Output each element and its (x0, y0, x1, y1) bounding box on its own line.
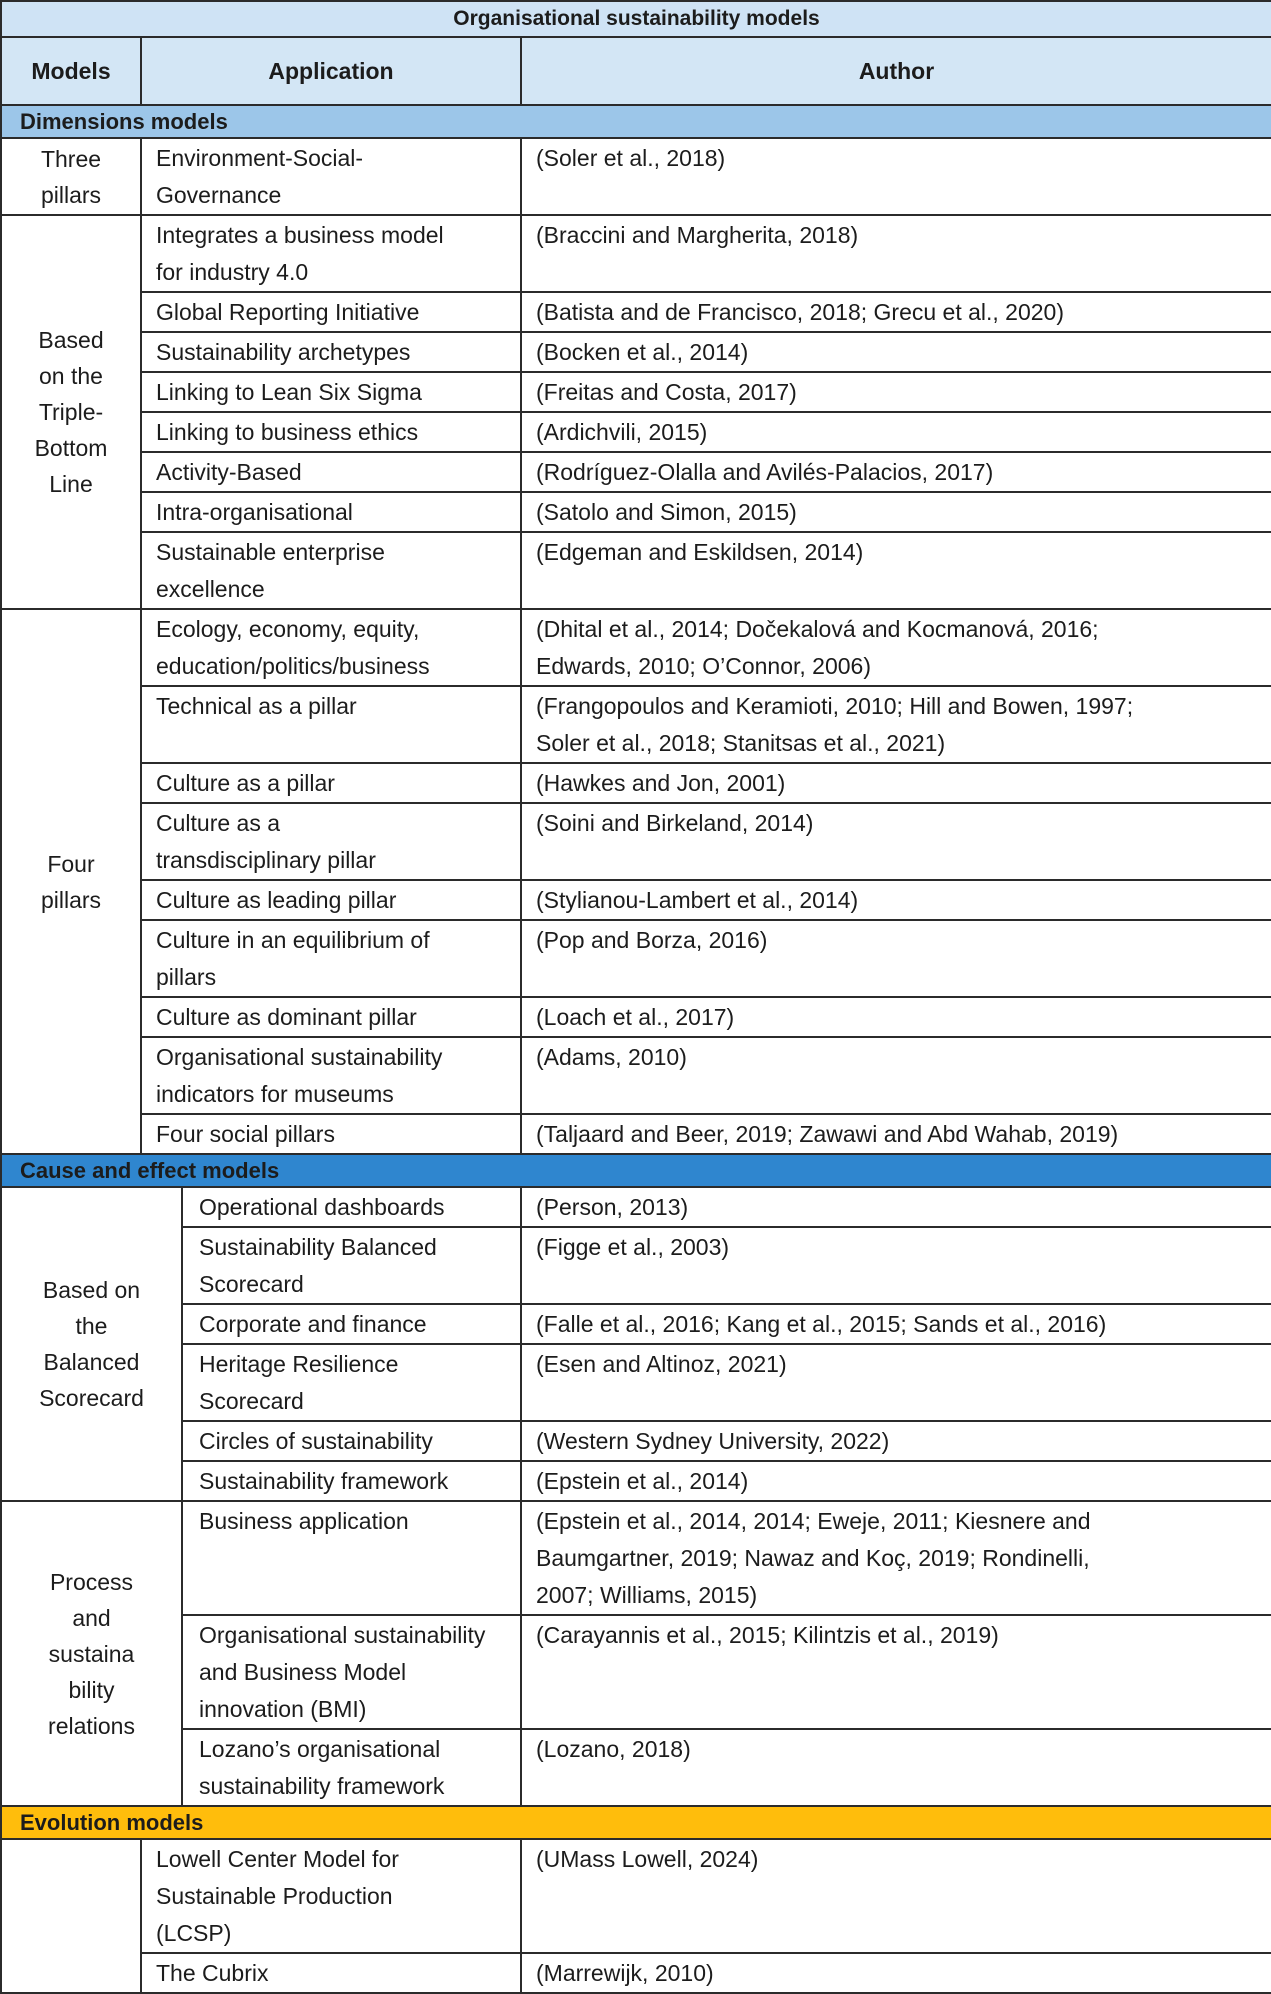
author-cell: (Rodríguez-Olalla and Avilés-Palacios, 2017) (521, 452, 1271, 492)
table-row (1, 452, 1271, 492)
table-row (1, 1421, 1271, 1461)
application-cell: Sustainable enterprise excellence (141, 532, 521, 609)
application-cell: Culture as a pillar (141, 763, 521, 803)
application-cell: Culture as a transdisciplinary pillar (141, 803, 521, 880)
author-cell: (Falle et al., 2016; Kang et al., 2015; Sands et al., 2016) (521, 1304, 1271, 1344)
table-row (1, 1729, 1271, 1806)
author-cell: (Satolo and Simon, 2015) (521, 492, 1271, 532)
table-row (1, 1501, 1271, 1615)
application-cell: Organisational sustainability and Business Model innovation (BMI) (182, 1615, 521, 1729)
table-caption-row (1, 1, 1271, 37)
section-title: Cause and effect models (1, 1154, 1271, 1187)
table-row (1, 1461, 1271, 1501)
header-author: Author (521, 37, 1271, 105)
section-header-row (1, 105, 1271, 138)
author-cell: (Carayannis et al., 2015; Kilintzis et al., 2019) (521, 1615, 1271, 1729)
application-cell: Lowell Center Model for Sustainable Production (LCSP) (141, 1839, 521, 1953)
author-cell: (Taljaard and Beer, 2019; Zawawi and Abd Wahab, 2019) (521, 1114, 1271, 1154)
model-cell: Three pillars (1, 138, 141, 215)
column-header-row (1, 37, 1271, 105)
application-cell: Culture as leading pillar (141, 880, 521, 920)
application-cell: Activity-Based (141, 452, 521, 492)
author-cell: (Bocken et al., 2014) (521, 332, 1271, 372)
author-cell: (Stylianou-Lambert et al., 2014) (521, 880, 1271, 920)
table-row (1, 1839, 1271, 1953)
author-cell: (Soini and Birkeland, 2014) (521, 803, 1271, 880)
author-cell: (Dhital et al., 2014; Dočekalová and Kocmanová, 2016; Edwards, 2010; O’Connor, 2006) (521, 609, 1271, 686)
table-row (1, 372, 1271, 412)
author-cell: (Epstein et al., 2014) (521, 1461, 1271, 1501)
table-row (1, 997, 1271, 1037)
application-cell: Organisational sustainability indicators for museums (141, 1037, 521, 1114)
table-row (1, 920, 1271, 997)
author-cell: (UMass Lowell, 2024) (521, 1839, 1271, 1953)
author-cell: (Ardichvili, 2015) (521, 412, 1271, 452)
author-cell: (Epstein et al., 2014, 2014; Eweje, 2011; Kiesnere and Baumgartner, 2019; Nawaz and Koç, 2019; Rondinelli, 2007; Williams, 2015) (521, 1501, 1271, 1615)
application-cell: Operational dashboards (182, 1187, 521, 1227)
author-cell: (Person, 2013) (521, 1187, 1271, 1227)
application-cell: Intra-organisational (141, 492, 521, 532)
section-header-row (1, 1806, 1271, 1839)
table-title: Organisational sustainability models (1, 1, 1271, 37)
table-row (1, 1615, 1271, 1729)
table-row (1, 138, 1271, 215)
table-row (1, 1037, 1271, 1114)
table-row (1, 292, 1271, 332)
table-row (1, 1953, 1271, 1993)
application-cell: Ecology, economy, equity, education/politics/business (141, 609, 521, 686)
model-cell: Based on the Triple- Bottom Line (1, 215, 141, 609)
application-cell: Heritage Resilience Scorecard (182, 1344, 521, 1421)
application-cell: Culture in an equilibrium of pillars (141, 920, 521, 997)
section-header-row (1, 1154, 1271, 1187)
author-cell: (Batista and de Francisco, 2018; Grecu et al., 2020) (521, 292, 1271, 332)
application-cell: Linking to business ethics (141, 412, 521, 452)
application-cell: Culture as dominant pillar (141, 997, 521, 1037)
application-cell: Integrates a business model for industry 4.0 (141, 215, 521, 292)
table-row (1, 880, 1271, 920)
application-cell: Environment-Social- Governance (141, 138, 521, 215)
model-cell: Process and sustaina bility relations (1, 1501, 182, 1806)
application-cell: Lozano’s organisational sustainability framework (182, 1729, 521, 1806)
author-cell: (Marrewijk, 2010) (521, 1953, 1271, 1993)
author-cell: (Edgeman and Eskildsen, 2014) (521, 532, 1271, 609)
table-row (1, 532, 1271, 609)
application-cell: Global Reporting Initiative (141, 292, 521, 332)
table-row (1, 1344, 1271, 1421)
application-cell: Circles of sustainability (182, 1421, 521, 1461)
application-cell: Sustainability framework (182, 1461, 521, 1501)
table-row (1, 803, 1271, 880)
section-title: Evolution models (1, 1806, 1271, 1839)
author-cell: (Loach et al., 2017) (521, 997, 1271, 1037)
author-cell: (Pop and Borza, 2016) (521, 920, 1271, 997)
author-cell: (Freitas and Costa, 2017) (521, 372, 1271, 412)
section-title: Dimensions models (1, 105, 1271, 138)
application-cell: Sustainability Balanced Scorecard (182, 1227, 521, 1304)
table-row (1, 1227, 1271, 1304)
application-cell: Corporate and finance (182, 1304, 521, 1344)
header-application: Application (141, 37, 521, 105)
application-cell: The Cubrix (141, 1953, 521, 1993)
table-row (1, 412, 1271, 452)
author-cell: (Adams, 2010) (521, 1037, 1271, 1114)
author-cell: (Lozano, 2018) (521, 1729, 1271, 1806)
table-row (1, 492, 1271, 532)
model-cell: Based on the Balanced Scorecard (1, 1187, 182, 1501)
table-row (1, 686, 1271, 763)
table-row (1, 609, 1271, 686)
model-cell (1, 1839, 141, 1993)
table-row (1, 215, 1271, 292)
author-cell: (Figge et al., 2003) (521, 1227, 1271, 1304)
application-cell: Linking to Lean Six Sigma (141, 372, 521, 412)
author-cell: (Esen and Altinoz, 2021) (521, 1344, 1271, 1421)
application-cell: Technical as a pillar (141, 686, 521, 763)
header-models: Models (1, 37, 141, 105)
application-cell: Four social pillars (141, 1114, 521, 1154)
application-cell: Sustainability archetypes (141, 332, 521, 372)
author-cell: (Frangopoulos and Keramioti, 2010; Hill and Bowen, 1997; Soler et al., 2018; Stanitsas et al., 2021) (521, 686, 1271, 763)
table-row (1, 1187, 1271, 1227)
author-cell: (Braccini and Margherita, 2018) (521, 215, 1271, 292)
model-cell: Four pillars (1, 609, 141, 1154)
author-cell: (Soler et al., 2018) (521, 138, 1271, 215)
table-row (1, 1114, 1271, 1154)
author-cell: (Western Sydney University, 2022) (521, 1421, 1271, 1461)
table-row (1, 763, 1271, 803)
table-row (1, 332, 1271, 372)
table-row (1, 1304, 1271, 1344)
application-cell: Business application (182, 1501, 521, 1615)
author-cell: (Hawkes and Jon, 2001) (521, 763, 1271, 803)
